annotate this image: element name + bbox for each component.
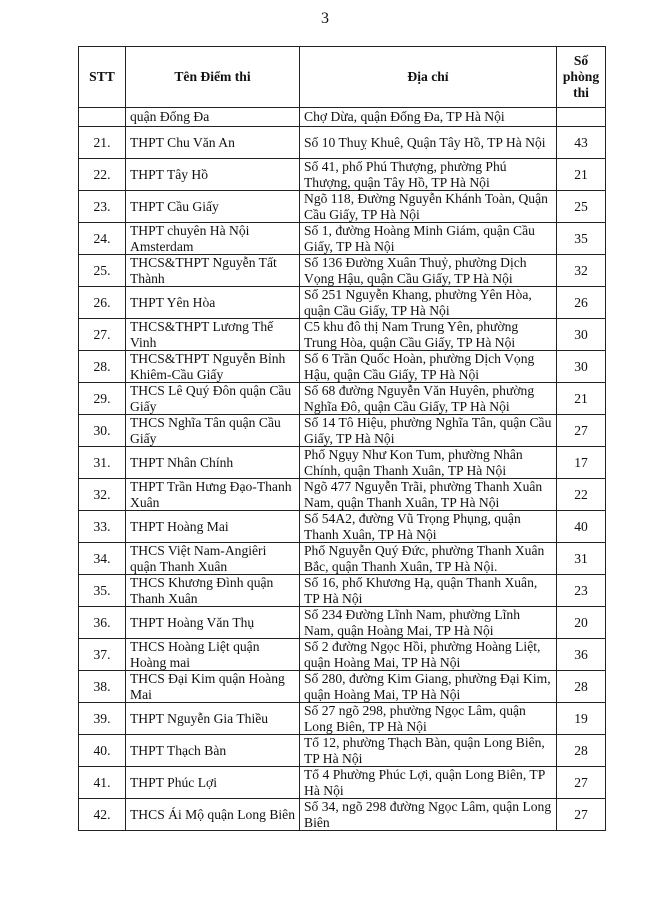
cell-rooms: 35 — [557, 223, 606, 255]
cell-rooms: 32 — [557, 255, 606, 287]
cell-name: quận Đống Đa — [126, 108, 300, 127]
cell-name: THCS&THPT Nguyễn Bỉnh Khiêm-Cầu Giấy — [126, 351, 300, 383]
cell-rooms: 19 — [557, 703, 606, 735]
cell-address: Phố Nguyễn Quý Đức, phường Thanh Xuân Bắc, quận Thanh Xuân, TP Hà Nội. — [300, 543, 557, 575]
table-row — [79, 575, 606, 607]
cell-rooms: 40 — [557, 511, 606, 543]
cell-stt — [79, 108, 126, 127]
cell-name: THPT Yên Hòa — [126, 287, 300, 319]
table-row — [79, 191, 606, 223]
cell-rooms: 27 — [557, 415, 606, 447]
cell-stt: 23. — [79, 191, 126, 223]
cell-rooms: 17 — [557, 447, 606, 479]
cell-address: Ngõ 477 Nguyễn Trãi, phường Thanh Xuân Nam, quận Thanh Xuân, TP Hà Nội — [300, 479, 557, 511]
cell-name: THPT Cầu Giấy — [126, 191, 300, 223]
cell-name: THPT chuyên Hà Nội Amsterdam — [126, 223, 300, 255]
cell-rooms — [557, 108, 606, 127]
cell-stt: 25. — [79, 255, 126, 287]
cell-address: Số 34, ngõ 298 đường Ngọc Lâm, quận Long Biên — [300, 799, 557, 831]
cell-stt: 28. — [79, 351, 126, 383]
table-row — [79, 543, 606, 575]
cell-address: Tổ 4 Phường Phúc Lợi, quận Long Biên, TP Hà Nội — [300, 767, 557, 799]
cell-stt: 27. — [79, 319, 126, 351]
cell-stt: 24. — [79, 223, 126, 255]
cell-rooms: 31 — [557, 543, 606, 575]
cell-name: THCS Đại Kim quận Hoàng Mai — [126, 671, 300, 703]
cell-rooms: 28 — [557, 671, 606, 703]
cell-name: THPT Nhân Chính — [126, 447, 300, 479]
cell-stt: 30. — [79, 415, 126, 447]
cell-stt: 31. — [79, 447, 126, 479]
cell-name: THCS Hoàng Liệt quận Hoàng mai — [126, 639, 300, 671]
cell-address: Số 10 Thuỵ Khuê, Quận Tây Hồ, TP Hà Nội — [300, 127, 557, 159]
cell-address: Số 27 ngõ 298, phường Ngọc Lâm, quận Long Biên, TP Hà Nội — [300, 703, 557, 735]
cell-name: THCS&THPT Lương Thế Vinh — [126, 319, 300, 351]
cell-name: THCS Khương Đình quận Thanh Xuân — [126, 575, 300, 607]
header-stt: STT — [79, 47, 126, 108]
cell-name: THCS Ái Mộ quận Long Biên — [126, 799, 300, 831]
cell-address: Chợ Dừa, quận Đống Đa, TP Hà Nội — [300, 108, 557, 127]
table-row — [79, 415, 606, 447]
table-row — [79, 479, 606, 511]
cell-address: Số 280, đường Kim Giang, phường Đại Kim, quận Hoàng Mai, TP Hà Nội — [300, 671, 557, 703]
cell-address: Số 41, phố Phú Thượng, phường Phú Thượng, quận Tây Hồ, TP Hà Nội — [300, 159, 557, 191]
cell-stt: 32. — [79, 479, 126, 511]
cell-rooms: 27 — [557, 767, 606, 799]
cell-rooms: 26 — [557, 287, 606, 319]
table-row — [79, 511, 606, 543]
page-number: 3 — [321, 10, 329, 27]
cell-name: THCS Lê Quý Đôn quận Cầu Giấy — [126, 383, 300, 415]
cell-rooms: 21 — [557, 159, 606, 191]
cell-rooms: 30 — [557, 351, 606, 383]
cell-address: Số 54A2, đường Vũ Trọng Phụng, quận Thanh Xuân, TP Hà Nội — [300, 511, 557, 543]
cell-stt: 37. — [79, 639, 126, 671]
cell-address: Số 136 Đường Xuân Thuỷ, phường Dịch Vọng Hậu, quận Cầu Giấy, TP Hà Nội — [300, 255, 557, 287]
table-header-row — [79, 47, 606, 108]
cell-address: Số 1, đường Hoàng Minh Giám, quận Cầu Giấy, TP Hà Nội — [300, 223, 557, 255]
cell-address: Phố Ngụy Như Kon Tum, phường Nhân Chính, quận Thanh Xuân, TP Hà Nội — [300, 447, 557, 479]
cell-address: Số 68 đường Nguyễn Văn Huyên, phường Nghĩa Đô, quận Cầu Giấy, TP Hà Nội — [300, 383, 557, 415]
cell-stt: 34. — [79, 543, 126, 575]
header-address: Địa chỉ — [300, 47, 557, 108]
cell-address: Số 16, phố Khương Hạ, quận Thanh Xuân, TP Hà Nội — [300, 575, 557, 607]
cell-name: THPT Hoàng Văn Thụ — [126, 607, 300, 639]
cell-rooms: 36 — [557, 639, 606, 671]
table-row — [79, 799, 606, 831]
exam-locations-table — [78, 46, 606, 831]
cell-name: THCS Nghĩa Tân quận Cầu Giấy — [126, 415, 300, 447]
cell-address: Số 6 Trần Quốc Hoàn, phường Dịch Vọng Hậu, quận Cầu Giấy, TP Hà Nội — [300, 351, 557, 383]
cell-stt: 33. — [79, 511, 126, 543]
cell-name: THPT Tây Hồ — [126, 159, 300, 191]
cell-name: THCS&THPT Nguyễn Tất Thành — [126, 255, 300, 287]
cell-stt: 39. — [79, 703, 126, 735]
cell-name: THPT Trần Hưng Đạo-Thanh Xuân — [126, 479, 300, 511]
cell-rooms: 20 — [557, 607, 606, 639]
cell-name: THPT Nguyễn Gia Thiều — [126, 703, 300, 735]
table-row — [79, 671, 606, 703]
table-row — [79, 767, 606, 799]
table-row — [79, 447, 606, 479]
cell-name: THCS Việt Nam-Angiêri quận Thanh Xuân — [126, 543, 300, 575]
cell-rooms: 28 — [557, 735, 606, 767]
table-row — [79, 287, 606, 319]
cell-rooms: 30 — [557, 319, 606, 351]
table-row — [79, 159, 606, 191]
cell-rooms: 27 — [557, 799, 606, 831]
cell-name: THPT Hoàng Mai — [126, 511, 300, 543]
cell-address: Số 14 Tô Hiệu, phường Nghĩa Tân, quận Cầu Giấy, TP Hà Nội — [300, 415, 557, 447]
cell-address: Số 234 Đường Lĩnh Nam, phường Lĩnh Nam, quận Hoàng Mai, TP Hà Nội — [300, 607, 557, 639]
cell-rooms: 25 — [557, 191, 606, 223]
table-row — [79, 255, 606, 287]
cell-rooms: 22 — [557, 479, 606, 511]
table-row-continued — [79, 108, 606, 127]
cell-rooms: 43 — [557, 127, 606, 159]
cell-stt: 26. — [79, 287, 126, 319]
cell-name: THPT Phúc Lợi — [126, 767, 300, 799]
table-row — [79, 351, 606, 383]
cell-stt: 29. — [79, 383, 126, 415]
header-name: Tên Điểm thi — [126, 47, 300, 108]
cell-stt: 22. — [79, 159, 126, 191]
cell-name: THPT Chu Văn An — [126, 127, 300, 159]
table-row — [79, 319, 606, 351]
cell-name: THPT Thạch Bàn — [126, 735, 300, 767]
cell-address: Tổ 12, phường Thạch Bàn, quận Long Biên, TP Hà Nội — [300, 735, 557, 767]
cell-stt: 35. — [79, 575, 126, 607]
table-row — [79, 735, 606, 767]
table-row — [79, 607, 606, 639]
cell-stt: 41. — [79, 767, 126, 799]
cell-stt: 42. — [79, 799, 126, 831]
cell-address: Số 251 Nguyễn Khang, phường Yên Hòa, quận Cầu Giấy, TP Hà Nội — [300, 287, 557, 319]
cell-rooms: 23 — [557, 575, 606, 607]
table-row — [79, 639, 606, 671]
table-row — [79, 223, 606, 255]
table-row — [79, 703, 606, 735]
table-row — [79, 383, 606, 415]
table-row — [79, 127, 606, 159]
cell-stt: 36. — [79, 607, 126, 639]
cell-stt: 40. — [79, 735, 126, 767]
cell-stt: 38. — [79, 671, 126, 703]
cell-rooms: 21 — [557, 383, 606, 415]
cell-address: Ngõ 118, Đường Nguyễn Khánh Toàn, Quận Cầu Giấy, TP Hà Nội — [300, 191, 557, 223]
cell-address: Số 2 đường Ngọc Hồi, phường Hoàng Liệt, quận Hoàng Mai, TP Hà Nội — [300, 639, 557, 671]
cell-address: C5 khu đô thị Nam Trung Yên, phường Trung Hòa, quận Cầu Giấy, TP Hà Nội — [300, 319, 557, 351]
cell-stt: 21. — [79, 127, 126, 159]
header-rooms: Số phòng thi — [557, 47, 606, 108]
